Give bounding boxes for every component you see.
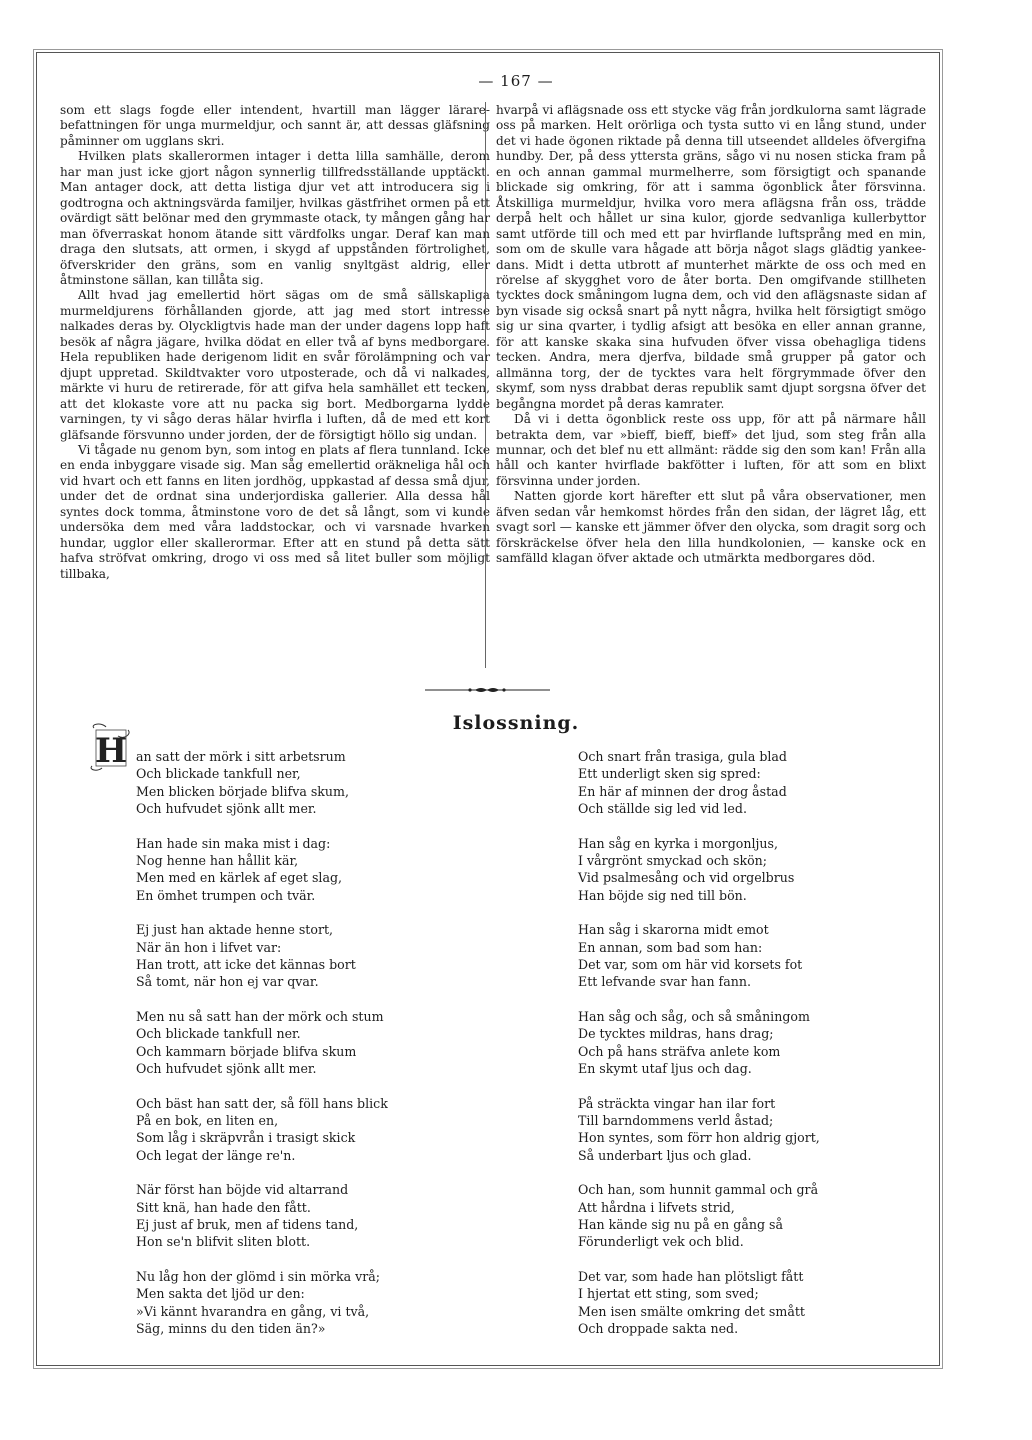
poem-line: Och hufvudet sjönk allt mer. — [136, 800, 317, 816]
poem-line: Han hade sin maka mist i dag: — [136, 835, 331, 851]
poem-line: Det var, som hade han plötsligt fått — [578, 1269, 804, 1285]
poem-line: En ömhet trumpen och tvär. — [136, 887, 316, 903]
paragraph: Vi tågade nu genom byn, som intog en plats af flera tunnland. Icke en enda inbyggare visade sig. Man såg emellertid oräkneliga hål och vid hvart och ett fanns en liten jordhög, uppkastad af dessa små djur, under det de ordnat sina underjordiska gallerier. Alla dessa hål syntes dock tomma, åtminstone voro de det så långt, som vi kunde undersöka dem med våra laddstockar, och vi varsnade hvarken hundar, ugglor eller skallerormar. Efter att en stund på detta sätt hafva ströfvat omkring, drogo vi oss med så litet buller som möjligt tillbaka, — [60, 442, 490, 581]
poem-stanza — [136, 1095, 466, 1164]
poem-line: Säg, minns du den tiden än?» — [136, 1321, 326, 1337]
poem-line: Men blicken började blifva skum, — [136, 783, 349, 799]
poem-column-right — [578, 748, 908, 1355]
poem-line: Till barndommens verld åstad; — [578, 1113, 774, 1129]
poem-stanza — [578, 1268, 908, 1337]
poem-line: När först han böjde vid altarrand — [136, 1182, 349, 1198]
poem-line: Han såg en kyrka i morgonljus, — [578, 835, 778, 851]
poem-line: Och ställde sig led vid led. — [578, 800, 747, 816]
poem-line: Och blickade tankfull ner, — [136, 766, 301, 782]
poem-line: Och hufvudet sjönk allt mer. — [136, 1060, 317, 1076]
poem-column-left — [136, 748, 466, 1355]
poem-line: En annan, som bad som han: — [578, 939, 763, 955]
poem-line: Och droppade sakta ned. — [578, 1321, 739, 1337]
poem-line: Sitt knä, han hade den fått. — [136, 1199, 311, 1215]
poem-stanza — [136, 1008, 466, 1077]
paragraph: Då vi i detta ögonblick reste oss upp, för att på närmare håll betrakta dem, var »bieff, bieff, bieff» det ljud, som steg från alla munnar, och det blef nu ett allmänt: rädde sig den som kan! Från alla håll och kanter hvirflade bakfötter i luften, för att som en blixt försvinna under jorden. — [496, 412, 926, 488]
paragraph: Allt hvad jag emellertid hört sägas om de små sällskapliga murmeldjurens förhållanden gjorde, att jag med stort intresse nalkades deras by. Olyckligtvis hade man der under dagens lopp haft besök af några jägare, hvilka dödat en eller två af byns medborgare. Hela republiken hade derigenom lidit en svår förolämpning och var djupt uppretad. Skildtvakter voro utposterade, och då vi nalkades, märkte vi huru de retirerade, för att gifva hela samhället ett tecken, att det klokaste vore att nu packa sig bort. Medborgarna lydde varningen, ty vi sågo deras hälar hvirfla i luften, då de med ett kort gläfsande försvunno under jorden, der de försigtigt höllo sig undan. — [60, 288, 490, 442]
poem-line: När än hon i lifvet var: — [136, 939, 282, 955]
paragraph: som ett slags fogde eller intendent, hvartill man lägger lärarebefattningen för unga murmeldjur, och sannt är, att dessas gläfsning påminner om ugglans skri. — [60, 103, 490, 148]
poem-line: Ett lefvande svar han fann. — [578, 974, 751, 990]
poem-line: Det var, som om här vid korsets fot — [578, 956, 803, 972]
poem-line: Ej just af bruk, men af tidens tand, — [136, 1217, 359, 1233]
poem-stanza — [578, 1095, 908, 1164]
poem-line: Ej just han aktade henne stort, — [136, 922, 334, 938]
poem-line: Vid psalmesång och vid orgelbrus — [578, 870, 795, 886]
poem-line: Så tomt, när hon ej var qvar. — [136, 974, 319, 990]
poem-stanza — [578, 1008, 908, 1077]
prose-column-left — [60, 103, 490, 582]
poem-line: Att hårdna i lifvets strid, — [578, 1199, 735, 1215]
poem-line: Förunderligt vek och blid. — [578, 1234, 744, 1250]
poem-line: Nu låg hon der glömd i sin mörka vrå; — [136, 1269, 380, 1285]
dropcap-ornament — [88, 722, 134, 772]
poem-stanza — [578, 748, 908, 817]
poem-line: Hon syntes, som förr hon aldrig gjort, — [578, 1130, 820, 1146]
poem-stanza — [578, 835, 908, 904]
paragraph: Natten gjorde kort härefter ett slut på våra observationer, men äfven sedan vår hemkomst hördes från den sidan, der lägret låg, ett svagt sorl — kanske ett jämmer öfver den olycka, som dragit sorg och förskräckelse öfver hela den lilla hundkolonien, — kanske ock en samfälld klagan öfver aktade och utmärkta medborgares död. — [496, 489, 926, 566]
poem-line: Nog henne han hållit kär, — [136, 852, 299, 868]
poem-line: Han trott, att icke det kännas bort — [136, 956, 356, 972]
poem-line: Och blickade tankfull ner. — [136, 1026, 301, 1042]
poem-line: Och bäst han satt der, så föll hans blick — [136, 1095, 388, 1111]
section-divider-ornament — [425, 686, 550, 694]
poem-line: Men isen smälte omkring det smått — [578, 1303, 805, 1319]
poem-stanza — [578, 1181, 908, 1250]
poem-line: Och han, som hunnit gammal och grå — [578, 1182, 819, 1198]
poem-line: Han kände sig nu på en gång så — [578, 1217, 784, 1233]
poem-line: Ett underligt sken sig spred: — [578, 766, 761, 782]
poem-stanza — [136, 1181, 466, 1250]
column-divider — [485, 102, 486, 668]
poem-stanza — [136, 921, 466, 990]
poem-line: Han såg och såg, och så småningom — [578, 1009, 810, 1025]
poem-line: Men nu så satt han der mörk och stum — [136, 1009, 384, 1025]
poem-line: På en bok, en liten en, — [136, 1113, 279, 1129]
prose-column-right — [496, 103, 926, 567]
poem-stanza — [136, 1268, 466, 1337]
poem-line: Och på hans sträfva anlete kom — [578, 1043, 781, 1059]
poem-line: Han böjde sig ned till bön. — [578, 887, 747, 903]
poem-title: Islossning. — [452, 712, 580, 734]
poem-line: an satt der mörk i sitt arbetsrum — [136, 749, 346, 764]
poem-line: »Vi kännt hvarandra en gång, vi två, — [136, 1303, 370, 1319]
poem-line: En här af minnen der drog åstad — [578, 783, 787, 799]
poem-stanza — [578, 921, 908, 990]
poem-line: Och snart från trasiga, gula blad — [578, 749, 787, 764]
poem-line: Han såg i skarorna midt emot — [578, 922, 769, 938]
poem-line: Och kammarn började blifva skum — [136, 1043, 357, 1059]
poem-line: Och legat der länge re'n. — [136, 1147, 296, 1163]
poem-line: Hon se'n blifvit sliten blott. — [136, 1234, 311, 1250]
poem-line: Så underbart ljus och glad. — [578, 1147, 752, 1163]
poem-line: Som låg i skräpvrån i trasigt skick — [136, 1130, 356, 1146]
poem-line: I vårgrönt smyckad och skön; — [578, 852, 768, 868]
poem-stanza — [136, 748, 466, 817]
paragraph: hvarpå vi aflägsnade oss ett stycke väg från jordkulorna samt lägrade oss på marken. Helt orörliga och tysta sutto vi en lång stund, under det vi hade ögonen riktade på denna till utseendet alldeles öfvergifna hundby. Der, på dess yttersta gräns, sågo vi nu nosen sticka fram på en och annan gammal murmelherre, som försigtigt och spanande blickade sig omkring, för att i samma ögonblick åter försvinna. Åtskilliga murmeldjur, hvilka voro mera aflägsna från oss, trädde derpå helt och hållet ur sina kulor, gjorde sedvanliga kullerbyttor samt utförde till och med ett par hvirflande luftsprång med en min, som om de skulle vara hågade att börja något slags glädtig yankee-dans. Midt i detta utbrott af munterhet märkte de oss och med en rörelse af skygghet voro de åter borta. Den omgifvande stillheten tycktes dock småningom lugna dem, och vid den aflägsnaste sidan af byn visade sig också snart på nytt några, hvilka helt försigtigt smögo sig ur sina qvarter, i tydlig afsigt att besöka en eller annan granne, för att kanske skaka sina hufvuden öfver vissa obehagliga tidens tecken. Andra, mera djerfva, bildade små grupper på gator och allmänna torg, der de tycktes vara helt förgrymmade öfver den skymf, som nyss drabbat deras republik samt djupt sorgsna öfver det begångna mordet på deras kamrater. — [496, 103, 926, 411]
paragraph: Hvilken plats skallerormen intager i detta lilla samhälle, derom har man just icke gjort någon synnerlig tillfredsställande upptäckt. Man antager dock, att detta listiga djur vet att introducera sig i godtrogna och aktningsvärda familjer, hvilkas gästfrihet ormen på ett ovärdigt sätt belönar med den grymmaste otack, ty mången gång har man öfverraskat honom ätande sitt värdfolks ungar. Deraf kan man draga den slutsats, att ormen, i skygd af uppstånden förtrolighet, öfverskrider den gräns, som en vanlig snyltgäst aldrig, eller åtminstone sällan, kan tillåta sig. — [60, 149, 490, 287]
poem-line: Men med en kärlek af eget slag, — [136, 870, 343, 886]
poem-line: Men sakta det ljöd ur den: — [136, 1286, 305, 1302]
poem-line: En skymt utaf ljus och dag. — [578, 1060, 752, 1076]
poem-line: På sträckta vingar han ilar fort — [578, 1095, 776, 1111]
poem-line: I hjertat ett sting, som sved; — [578, 1286, 759, 1302]
poem-stanza — [136, 835, 466, 904]
page-number: — 167 — — [478, 72, 554, 90]
poem-line: De tycktes mildras, hans drag; — [578, 1026, 774, 1042]
dropcap-letter: H — [94, 731, 128, 771]
